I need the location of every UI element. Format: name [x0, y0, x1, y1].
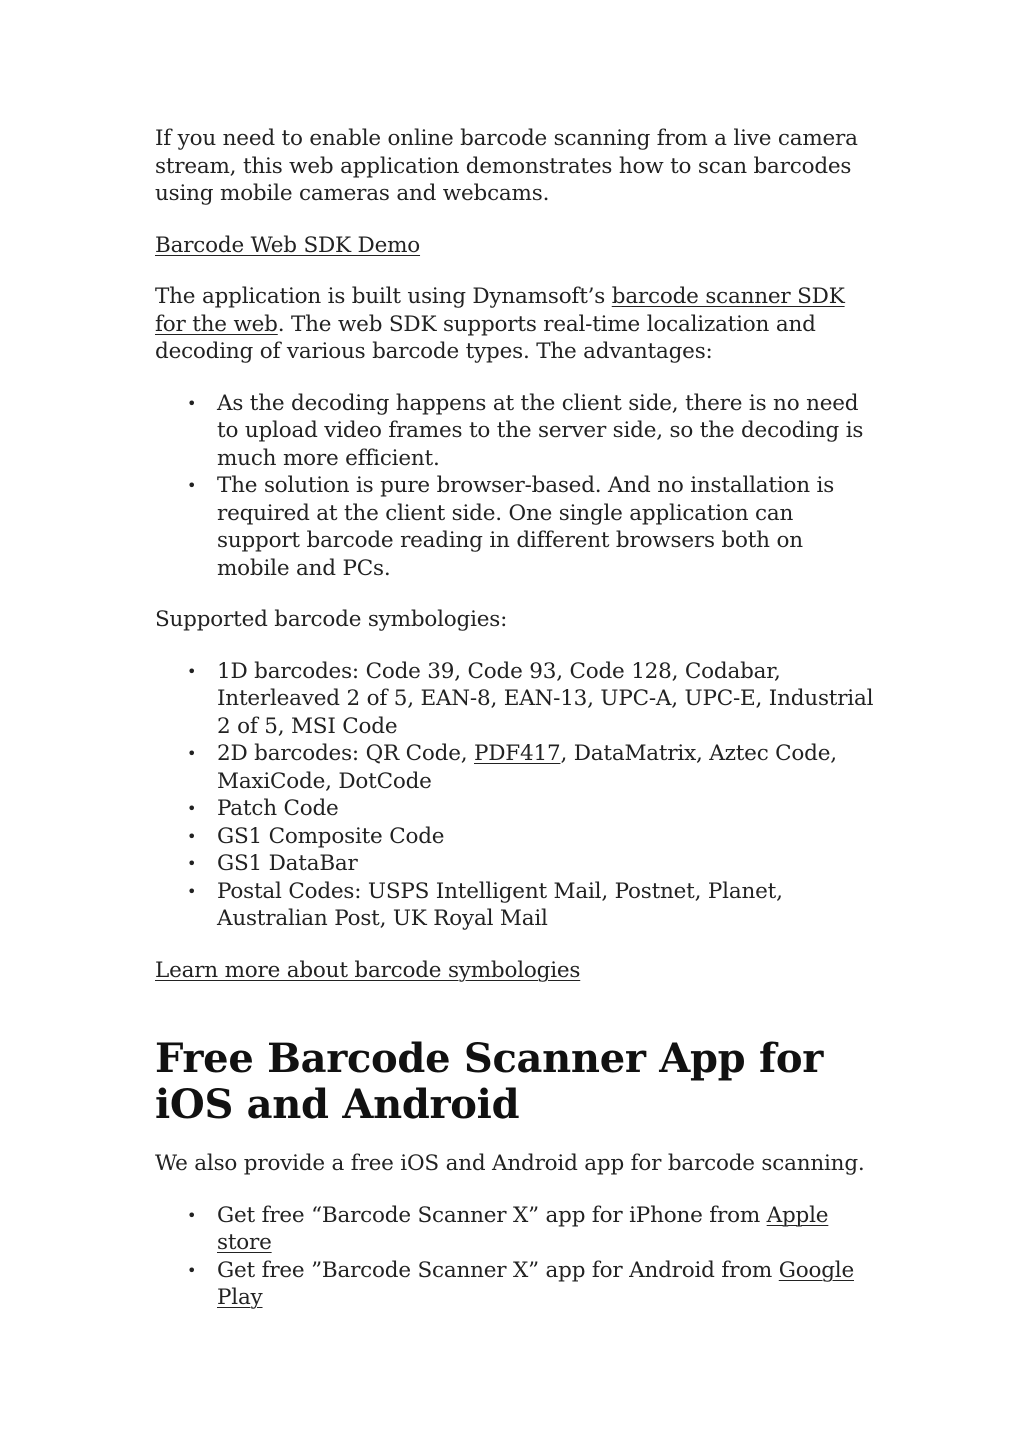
list-item — [217, 1257, 875, 1312]
list-item: • GS1 Composite Code — [217, 823, 875, 851]
list-item: • As the decoding happens at the client side, there is no need to upload video frames to the server side, so the decoding is much more efficient. — [217, 390, 875, 473]
pdf417-link[interactable]: PDF417 — [474, 741, 561, 766]
demo-link-paragraph — [155, 232, 875, 260]
list-item: • 1D barcodes: Code 39, Code 93, Code 128, Codabar, Interleaved 2 of 5, EAN-8, EAN-13, UPC-A, UPC-E, Industrial 2 of 5, MSI Code — [217, 658, 875, 741]
barcode-scanner-sdk-link[interactable]: barcode scanner SDK for the web — [155, 284, 845, 337]
document-page — [155, 125, 875, 1336]
built-with-text-after: . The web SDK supports real-time localization and decoding of various barcode types. The advantages: — [155, 311, 816, 364]
learn-more-symbologies-link[interactable]: Learn more about barcode symbologies — [155, 957, 581, 983]
android-app-text: Get free ”Barcode Scanner X” app for Android from — [217, 1257, 779, 1283]
app-section-heading: Free Barcode Scanner App for iOS and Android — [155, 1035, 824, 1128]
list-item: • Postal Codes: USPS Intelligent Mail, Postnet, Planet, Australian Post, UK Royal Mail — [217, 878, 875, 933]
list-item — [217, 740, 875, 795]
apple-store-link[interactable]: Apple store — [217, 1202, 829, 1255]
app-section-intro: We also provide a free iOS and Android app for barcode scanning. — [155, 1151, 865, 1176]
advantages-list — [155, 390, 875, 583]
ios-app-text: Get free “Barcode Scanner X” app for iPhone from — [217, 1202, 767, 1228]
intro-paragraph: If you need to enable online barcode scanning from a live camera stream, this web application demonstrates how to scan barcodes using mobile cameras and webcams. — [155, 126, 858, 206]
list-item: • Patch Code — [217, 795, 875, 823]
google-play-link[interactable]: Google Play — [217, 1257, 854, 1310]
symbologies-list — [155, 658, 875, 933]
list-item: • GS1 DataBar — [217, 850, 875, 878]
symbology-2d-text-before: 2D barcodes: QR Code, — [217, 741, 474, 766]
learn-more-paragraph — [155, 957, 875, 985]
list-item — [217, 1202, 875, 1257]
app-download-list — [155, 1202, 875, 1312]
symbology-2d-text-after: , DataMatrix, Aztec Code, MaxiCode, DotCode — [217, 741, 837, 794]
symbologies-heading: Supported barcode symbologies: — [155, 607, 508, 632]
built-with-paragraph — [155, 283, 875, 366]
barcode-web-sdk-demo-link[interactable]: Barcode Web SDK Demo — [155, 232, 421, 258]
built-with-text-before: The application is built using Dynamsoft’s — [155, 284, 612, 309]
list-item: • The solution is pure browser-based. And no installation is required at the client side. One single application can support barcode reading in different browsers both on mobile and PCs. — [217, 472, 875, 582]
